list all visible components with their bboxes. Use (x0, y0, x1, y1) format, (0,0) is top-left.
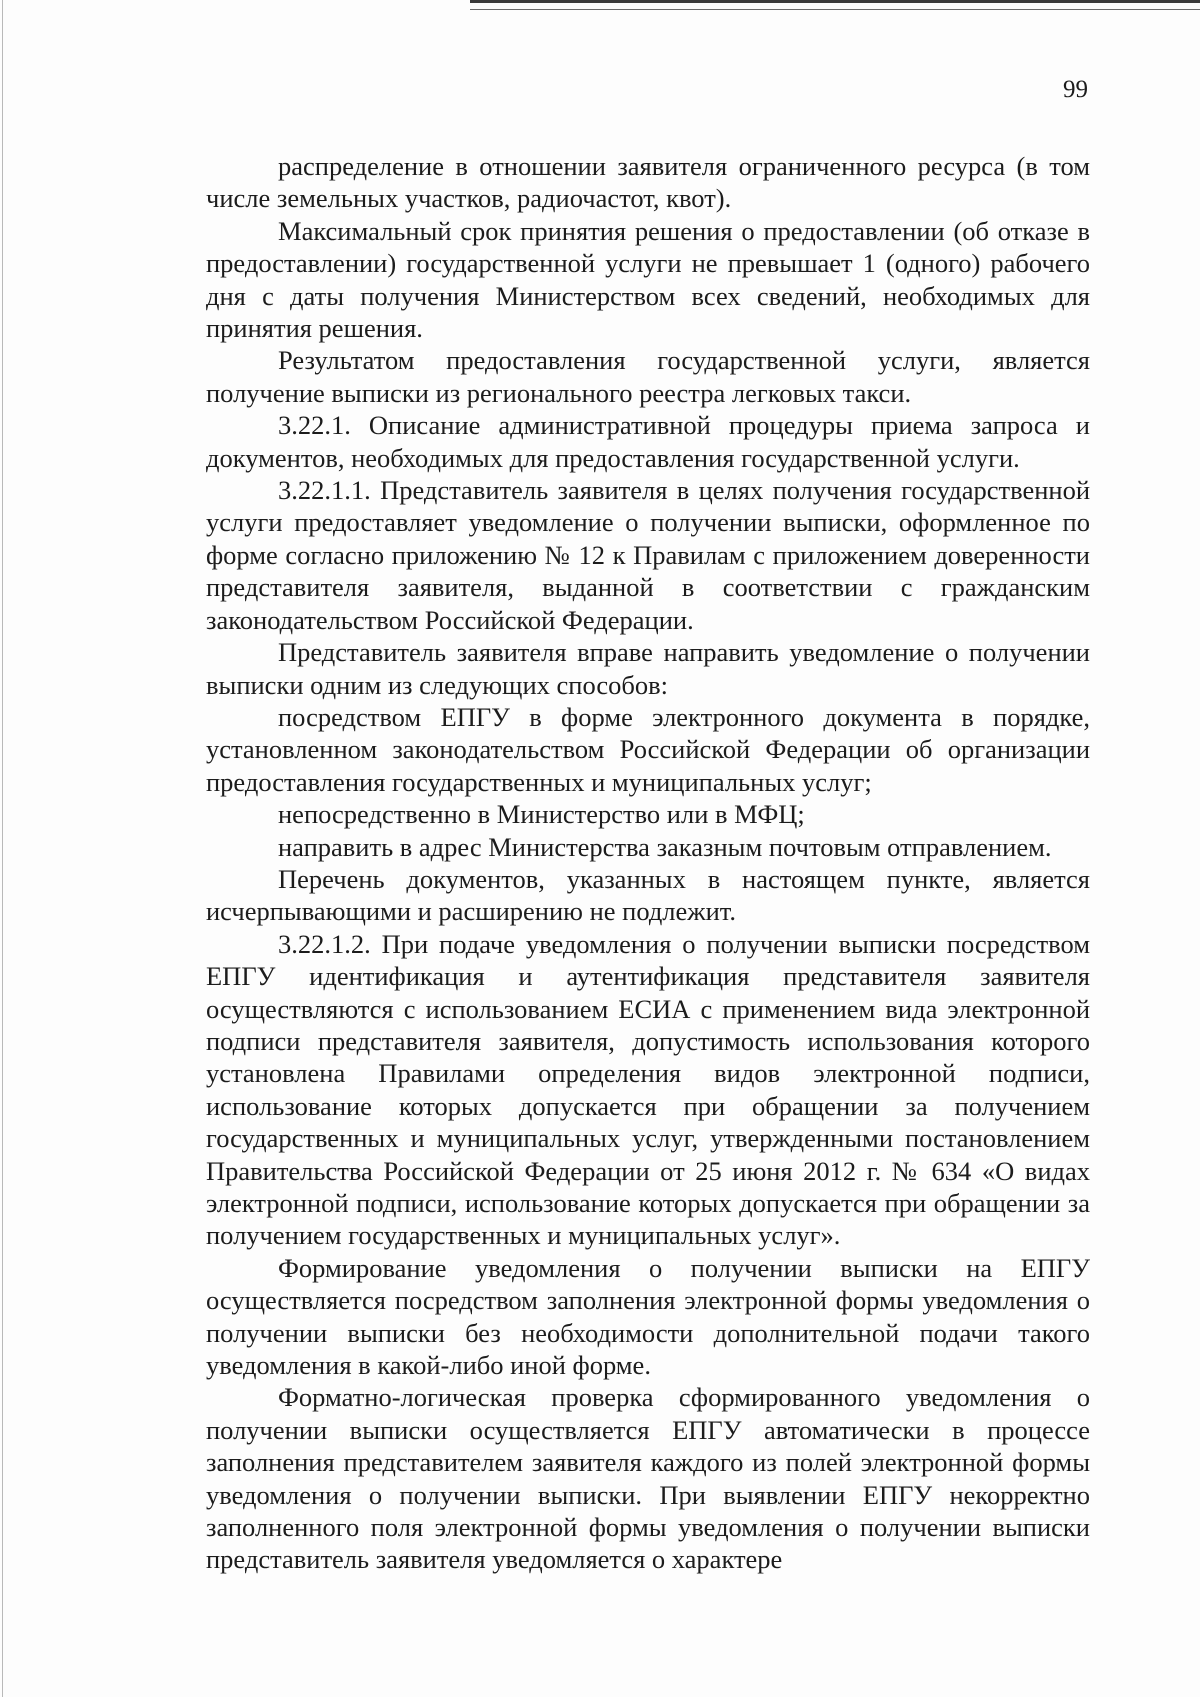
page-number: 99 (1063, 76, 1088, 103)
paragraph: распределение в отношении заявителя ограниченного ресурса (в том числе земельных участков, радиочастот, квот). (206, 151, 1090, 214)
paragraph: направить в адрес Министерства заказным почтовым отправлением. (278, 831, 1052, 862)
document-body (206, 150, 1090, 1576)
paragraph: Формирование уведомления о получении выписки на ЕПГУ осуществляется посредством заполнения электронной формы уведомления о получении выписки без необходимости дополнительной подачи такого уведомления в какой-либо иной форме. (206, 1252, 1090, 1381)
paragraph: Представитель заявителя вправе направить уведомление о получении выписки одним из следующих способов: (206, 637, 1090, 700)
paragraph: непосредственно в Министерство или в МФЦ; (278, 799, 805, 830)
paragraph: 3.22.1. Описание административной процедуры приема запроса и документов, необходимых для предоставления государственной услуги. (206, 410, 1090, 473)
paragraph: Максимальный срок принятия решения о предоставлении (об отказе в предоставлении) государственной услуги не превышает 1 (одного) рабочего дня с даты получения Министерством всех сведений, необходимых для принятия решения. (206, 215, 1090, 344)
scan-left-edge (2, 0, 3, 1697)
scan-top-edge (470, 0, 1200, 10)
paragraph: 3.22.1.1. Представитель заявителя в целях получения государственной услуги предоставляет уведомление о получении выписки, оформленное по форме согласно приложению № 12 к Правилам с приложением доверенности представителя заявителя, выданной в соответствии с гражданским законодательством Российской Федерации. (206, 475, 1090, 635)
paragraph: Результатом предоставления государственной услуги, является получение выписки из регионального реестра легковых такси. (206, 345, 1090, 408)
paragraph: посредством ЕПГУ в форме электронного документа в порядке, установленном законодательством Российской Федерации об организации предоставления государственных и муниципальных услуг; (206, 701, 1090, 797)
paragraph: 3.22.1.2. При подаче уведомления о получении выписки посредством ЕПГУ идентификация и аутентификация представителя заявителя осуществляются с использованием ЕСИА с применением вида электронной подписи представителя заявителя, допустимость использования которого установлена Правилами определения видов электронной подписи, использование которых допускается при обращении за получением государственных и муниципальных услуг, утвержденными постановлением Правительства Российской Федерации от 25 июня 2012 г. № 634 «О видах электронной подписи, использование которых допускается при обращении за получением государственных и муниципальных услуг». (206, 928, 1090, 1251)
paragraph: Перечень документов, указанных в настоящем пункте, является исчерпывающими и расширению не подлежит. (206, 863, 1090, 927)
paragraph: Форматно-логическая проверка сформированного уведомления о получении выписки осуществляется ЕПГУ автоматически в процессе заполнения представителем заявителя каждого из полей электронной формы уведомления о получении выписки. При выявлении ЕПГУ некорректно заполненного поля электронной формы уведомления о получении выписки представитель заявителя уведомляется о характере (206, 1382, 1090, 1575)
